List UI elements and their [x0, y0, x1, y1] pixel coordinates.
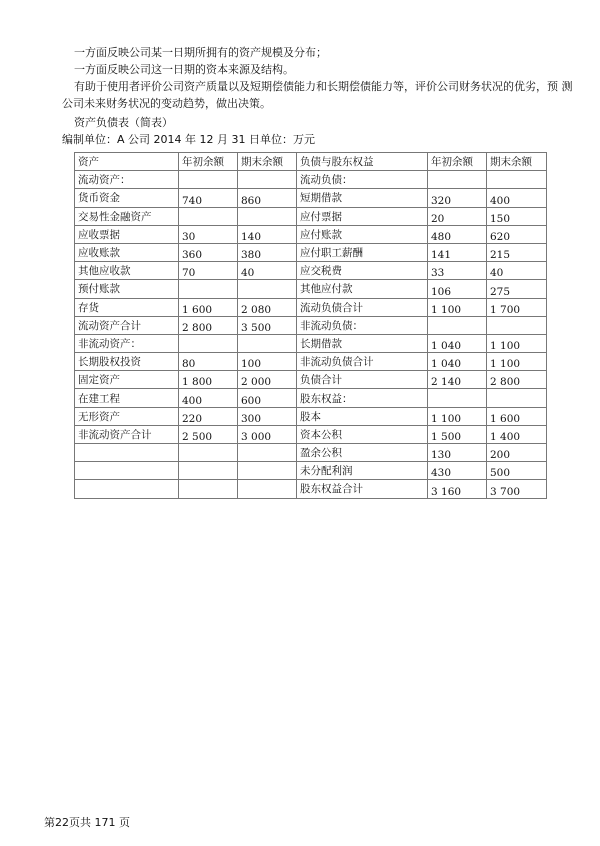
table-cell [238, 334, 297, 352]
table-cell: 141 [428, 243, 487, 261]
table-cell: 非流动资产合计 [75, 425, 179, 443]
table-cell: 2 500 [179, 425, 238, 443]
table-cell [75, 462, 179, 480]
table-cell: 负债合计 [297, 371, 428, 389]
table-cell: 70 [179, 262, 238, 280]
table-cell: 150 [487, 207, 547, 225]
table-cell [487, 171, 547, 189]
table-row [75, 480, 547, 498]
table-cell: 2 800 [487, 371, 547, 389]
table-cell: 其他应收款 [75, 262, 179, 280]
table-row [75, 207, 547, 225]
table-cell: 2 140 [428, 371, 487, 389]
table-cell [179, 462, 238, 480]
table-row [75, 225, 547, 243]
table-cell: 360 [179, 243, 238, 261]
table-title: 资产负债表（简表） [74, 116, 173, 129]
table-cell: 流动负债： [297, 171, 428, 189]
table-cell [487, 316, 547, 334]
table-cell [179, 280, 238, 298]
table-cell: 140 [238, 225, 297, 243]
table-cell [428, 316, 487, 334]
table-cell: 400 [487, 189, 547, 207]
table-cell: 1 800 [179, 371, 238, 389]
table-cell: 740 [179, 189, 238, 207]
table-cell: 1 500 [428, 425, 487, 443]
table-cell: 300 [238, 407, 297, 425]
table-cell: 380 [238, 243, 297, 261]
header-cell: 年初余额 [428, 153, 487, 171]
table-cell: 1 600 [487, 407, 547, 425]
table-row [75, 462, 547, 480]
table-cell [238, 462, 297, 480]
table-cell: 1 100 [428, 407, 487, 425]
table-cell: 40 [487, 262, 547, 280]
table-cell: 长期借款 [297, 334, 428, 352]
table-cell: 1 600 [179, 298, 238, 316]
table-cell: 3 500 [238, 316, 297, 334]
table-cell: 100 [238, 353, 297, 371]
table-row [75, 243, 547, 261]
table-cell: 货币资金 [75, 189, 179, 207]
table-cell: 320 [428, 189, 487, 207]
table-cell: 200 [487, 444, 547, 462]
table-cell: 1 700 [487, 298, 547, 316]
table-cell: 500 [487, 462, 547, 480]
table-cell [238, 444, 297, 462]
table-cell: 20 [428, 207, 487, 225]
table-row [75, 262, 547, 280]
table-cell: 220 [179, 407, 238, 425]
table-cell: 3 000 [238, 425, 297, 443]
table-cell [75, 480, 179, 498]
table-cell: 短期借款 [297, 189, 428, 207]
intro-line-1: 一方面反映公司某一日期所拥有的资产规模及分布； [74, 46, 327, 59]
intro-line-2: 一方面反映公司这一日期的资本来源及结构。 [74, 63, 294, 76]
table-cell: 106 [428, 280, 487, 298]
table-row [75, 353, 547, 371]
table-cell [179, 207, 238, 225]
table-cell: 33 [428, 262, 487, 280]
table-cell: 未分配利润 [297, 462, 428, 480]
intro-paragraph: 有助于使用者评价公司资产质量以及短期偿债能力和长期偿债能力等，评价公司财务状况的优劣，预 测公司未来财务状况的变动趋势，做出决策。 [62, 80, 573, 110]
table-cell: 股东权益： [297, 389, 428, 407]
table-cell: 215 [487, 243, 547, 261]
table-meta: 编制单位：A 公司 2014 年 12 月 31 日单位：万元 [62, 133, 315, 146]
balance-sheet-body [75, 153, 547, 499]
table-row [75, 298, 547, 316]
table-row [75, 371, 547, 389]
table-cell: 股本 [297, 407, 428, 425]
table-cell: 80 [179, 353, 238, 371]
table-cell: 流动资产： [75, 171, 179, 189]
table-cell: 应付账款 [297, 225, 428, 243]
table-cell [179, 171, 238, 189]
table-row [75, 280, 547, 298]
table-cell: 2 800 [179, 316, 238, 334]
table-cell [238, 171, 297, 189]
table-cell: 非流动负债合计 [297, 353, 428, 371]
table-cell: 40 [238, 262, 297, 280]
table-cell: 非流动负债： [297, 316, 428, 334]
table-row [75, 189, 547, 207]
table-cell: 30 [179, 225, 238, 243]
table-cell: 1 040 [428, 353, 487, 371]
table-cell [238, 480, 297, 498]
table-cell: 2 080 [238, 298, 297, 316]
table-cell: 资本公积 [297, 425, 428, 443]
table-cell [428, 389, 487, 407]
table-cell: 应收账款 [75, 243, 179, 261]
table-cell: 430 [428, 462, 487, 480]
table-cell: 预付账款 [75, 280, 179, 298]
table-cell: 交易性金融资产 [75, 207, 179, 225]
table-cell [487, 389, 547, 407]
table-row [75, 316, 547, 334]
table-cell: 无形资产 [75, 407, 179, 425]
table-row [75, 425, 547, 443]
table-row [75, 407, 547, 425]
table-cell [179, 480, 238, 498]
page-footer: 第22页共 171 页 [44, 816, 130, 829]
table-cell: 480 [428, 225, 487, 243]
table-cell: 股东权益合计 [297, 480, 428, 498]
table-cell: 1 100 [487, 334, 547, 352]
table-cell: 1 100 [428, 298, 487, 316]
table-cell: 盈余公积 [297, 444, 428, 462]
table-cell [179, 334, 238, 352]
table-cell: 1 400 [487, 425, 547, 443]
table-cell: 3 700 [487, 480, 547, 498]
table-cell [238, 280, 297, 298]
table-cell: 2 000 [238, 371, 297, 389]
table-cell: 400 [179, 389, 238, 407]
table-row [75, 389, 547, 407]
table-cell: 860 [238, 189, 297, 207]
table-row [75, 171, 547, 189]
table-cell [428, 171, 487, 189]
table-cell: 应收票据 [75, 225, 179, 243]
table-cell [75, 444, 179, 462]
table-row [75, 334, 547, 352]
table-cell: 275 [487, 280, 547, 298]
table-cell: 流动资产合计 [75, 316, 179, 334]
table-cell [238, 207, 297, 225]
header-cell: 负债与股东权益 [297, 153, 428, 171]
table-cell: 其他应付款 [297, 280, 428, 298]
table-row [75, 444, 547, 462]
table-cell: 在建工程 [75, 389, 179, 407]
table-header-row [75, 153, 547, 171]
table-cell: 600 [238, 389, 297, 407]
table-cell: 固定资产 [75, 371, 179, 389]
table-cell: 应交税费 [297, 262, 428, 280]
table-cell: 存货 [75, 298, 179, 316]
header-cell: 期末余额 [238, 153, 297, 171]
table-cell: 1 040 [428, 334, 487, 352]
table-cell: 620 [487, 225, 547, 243]
table-cell: 非流动资产： [75, 334, 179, 352]
header-cell: 期末余额 [487, 153, 547, 171]
header-cell: 年初余额 [179, 153, 238, 171]
header-cell: 资产 [75, 153, 179, 171]
balance-sheet-table [74, 152, 547, 499]
table-cell: 长期股权投资 [75, 353, 179, 371]
table-cell: 3 160 [428, 480, 487, 498]
table-cell: 130 [428, 444, 487, 462]
table-cell: 应付职工薪酬 [297, 243, 428, 261]
table-cell: 流动负债合计 [297, 298, 428, 316]
table-cell: 1 100 [487, 353, 547, 371]
table-cell: 应付票据 [297, 207, 428, 225]
table-cell [179, 444, 238, 462]
